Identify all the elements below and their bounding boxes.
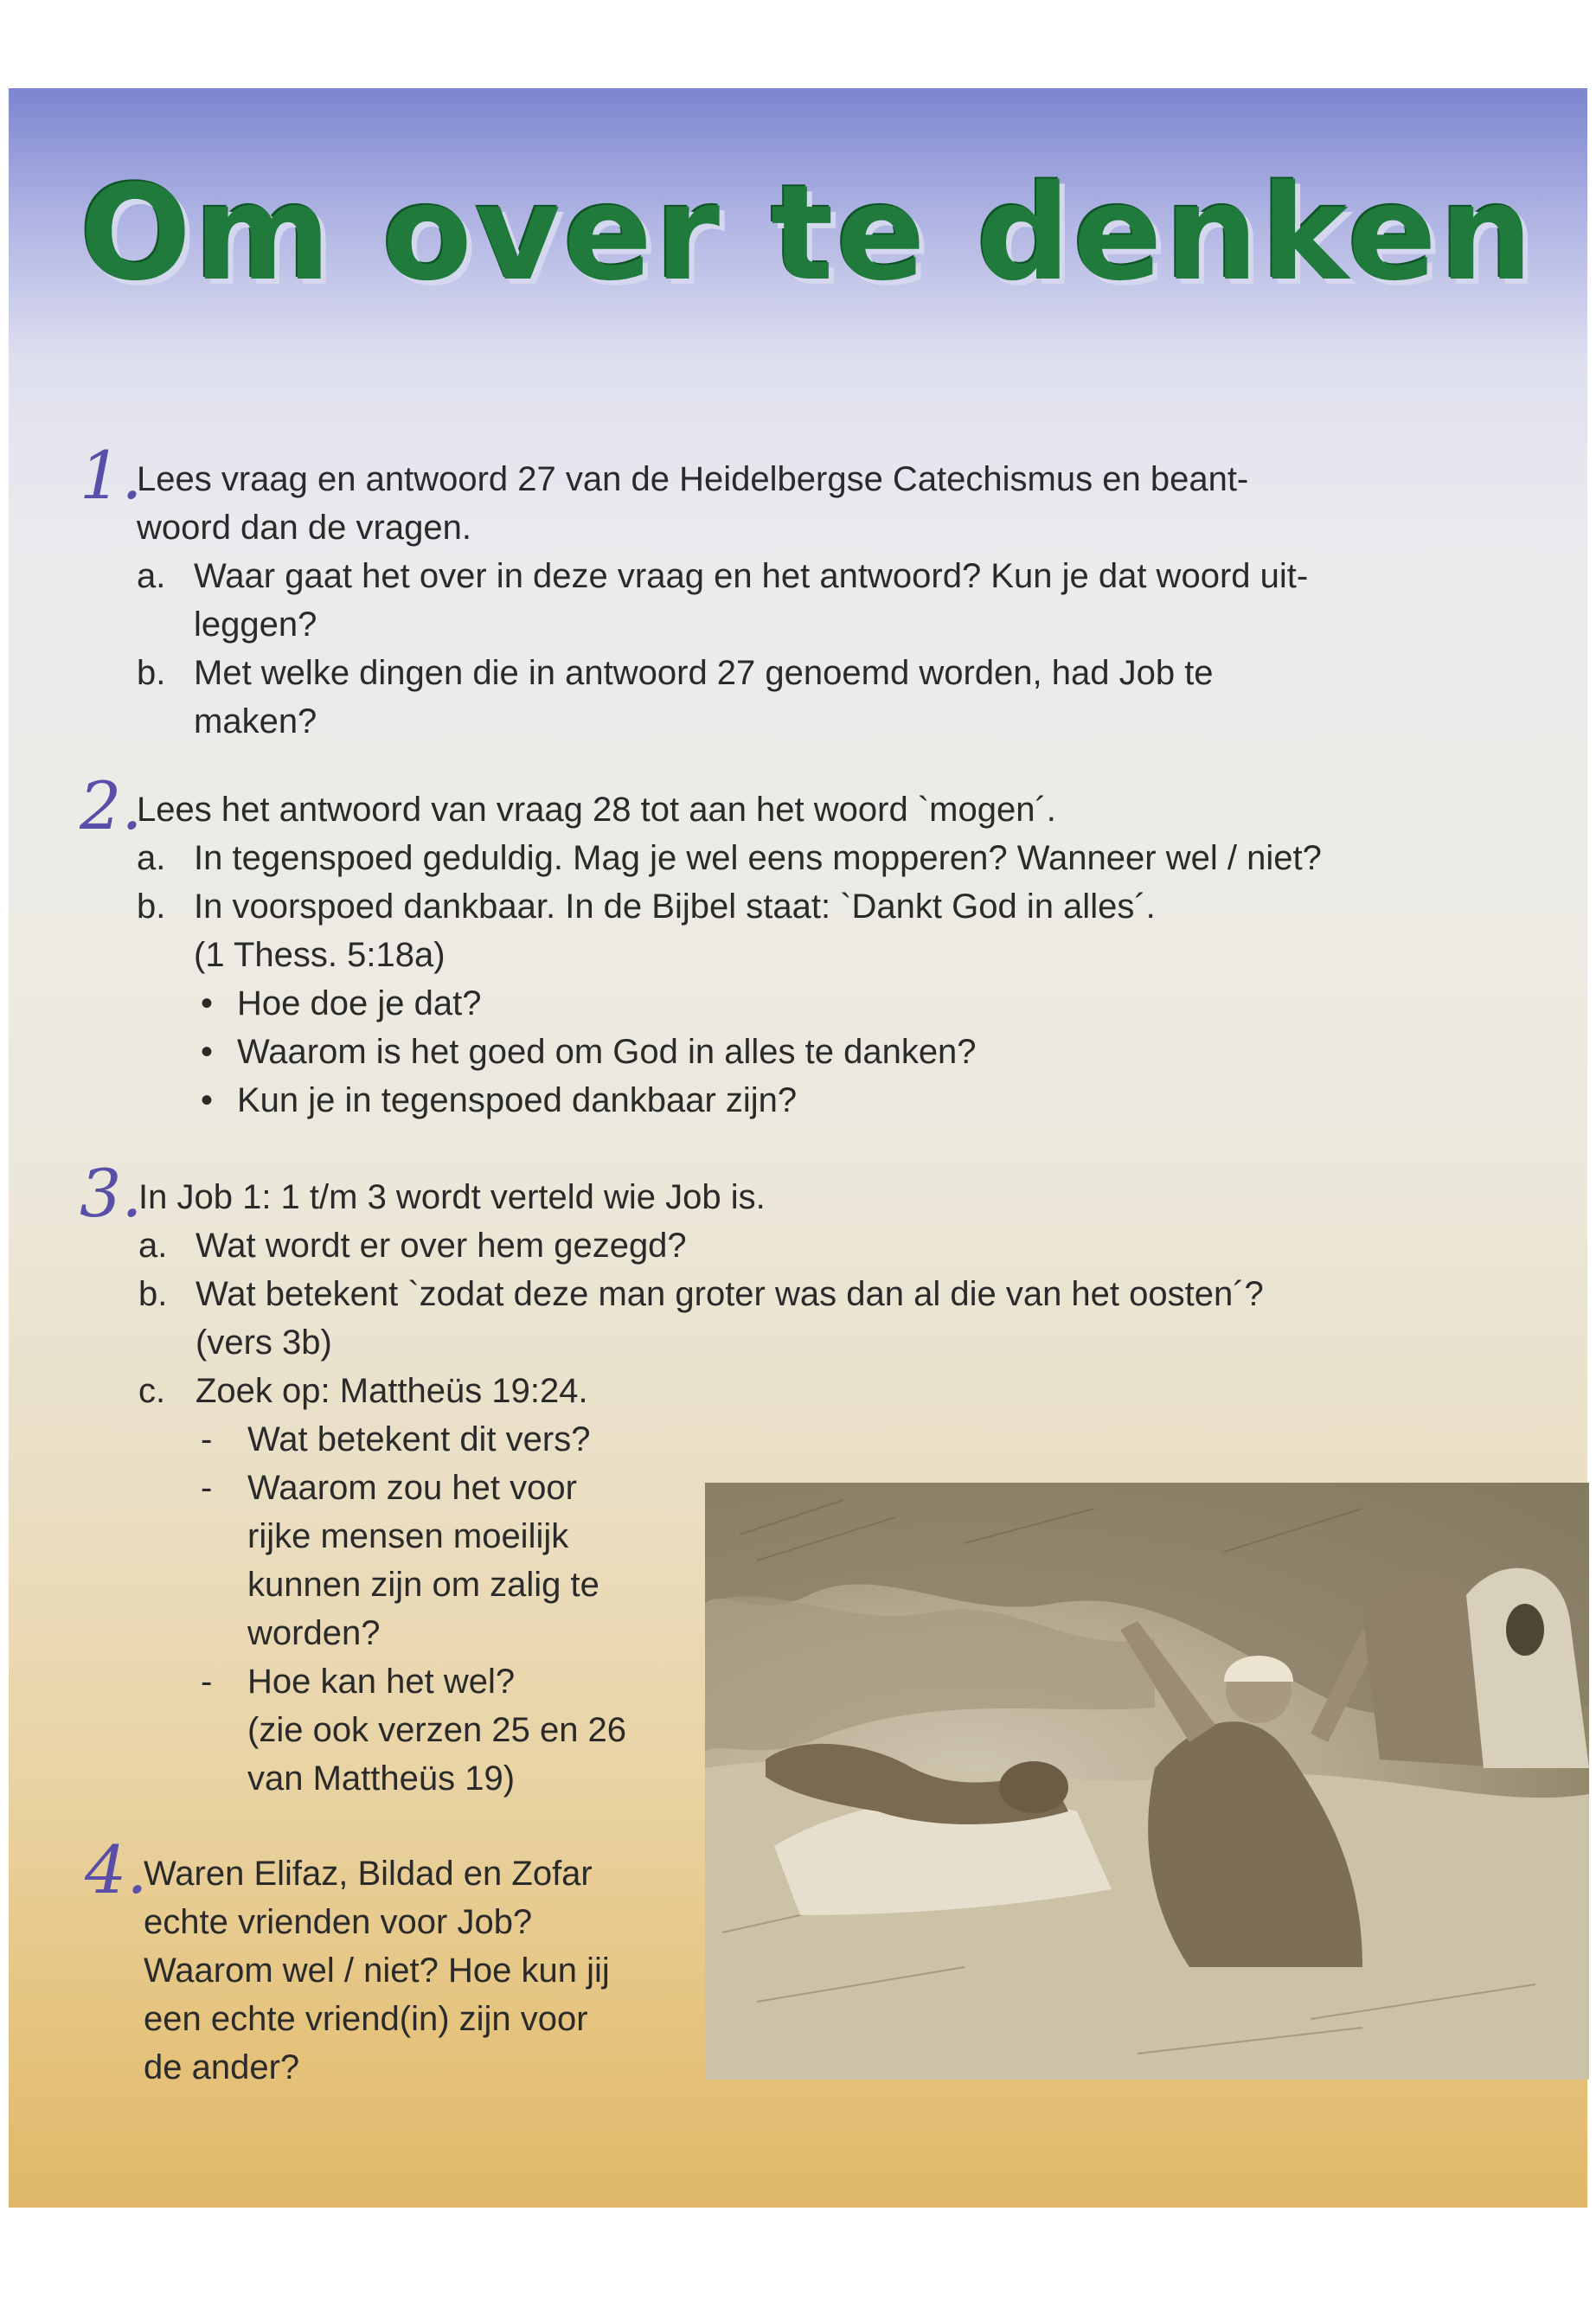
q1-b-line1: Met welke dingen die in antwoord 27 genoemd worden, had Job te	[194, 654, 1214, 692]
q3-dash: -	[201, 1663, 213, 1701]
question-1-number: 1.	[80, 437, 143, 514]
q3-sub-1: Wat betekent dit vers?	[247, 1420, 591, 1458]
q4-line3: Waarom wel / niet? Hoe kun jij	[144, 1952, 610, 1990]
q1-a-label: a.	[137, 557, 166, 595]
q1-a-line1: Waar gaat het over in deze vraag en het antwoord? Kun je dat woord uit-	[194, 557, 1309, 595]
job-illustration	[705, 1483, 1589, 2080]
q2-bullet-3: Kun je in tegenspoed dankbaar zijn?	[237, 1081, 798, 1119]
q2-bullet-mark: •	[201, 1033, 214, 1071]
q2-b-line1: In voorspoed dankbaar. In de Bijbel staat: `Dankt God in alles´.	[194, 888, 1156, 926]
q3-sub-3-line1: Hoe kan het wel?	[247, 1663, 516, 1701]
q2-bullet-mark: •	[201, 984, 214, 1022]
q3-b-line1: Wat betekent `zodat deze man groter was dan al die van het oosten´?	[195, 1275, 1264, 1313]
q4-line4: een echte vriend(in) zijn voor	[144, 2000, 588, 2038]
question-2-number: 2.	[80, 767, 143, 844]
q4-line5: de ander?	[144, 2048, 300, 2086]
q2-bullet-mark: •	[201, 1081, 214, 1119]
q1-b-label: b.	[137, 654, 166, 692]
question-4-number: 4.	[85, 1831, 148, 1908]
q2-bullet-2: Waarom is het goed om God in alles te danken?	[237, 1033, 977, 1071]
q3-sub-3-line3: van Mattheüs 19)	[247, 1759, 516, 1798]
q3-sub-3-line2: (zie ook verzen 25 en 26	[247, 1711, 627, 1749]
q3-dash: -	[201, 1420, 213, 1458]
q2-bullet-1: Hoe doe je dat?	[237, 984, 482, 1022]
q3-c-line1: Zoek op: Mattheüs 19:24.	[195, 1372, 588, 1410]
q3-b-line2: (vers 3b)	[195, 1324, 332, 1362]
q3-a-label: a.	[138, 1227, 168, 1265]
q3-line1: In Job 1: 1 t/m 3 wordt verteld wie Job is.	[138, 1178, 766, 1216]
question-3-number: 3.	[80, 1155, 143, 1232]
q2-b-line2: (1 Thess. 5:18a)	[194, 936, 445, 974]
page-title: Om over te denken	[80, 157, 1536, 310]
q2-line1: Lees het antwoord van vraag 28 tot aan het woord `mogen´.	[137, 791, 1056, 829]
q2-a-label: a.	[137, 839, 166, 877]
page-background	[9, 88, 1587, 2208]
q4-line2: echte vrienden voor Job?	[144, 1903, 533, 1941]
q3-sub-2-line1: Waarom zou het voor	[247, 1469, 577, 1507]
q3-sub-2-line3: kunnen zijn om zalig te	[247, 1566, 599, 1604]
q3-c-label: c.	[138, 1372, 166, 1410]
illustration-svg	[705, 1483, 1589, 2080]
q1-b-line2: maken?	[194, 702, 317, 740]
q4-line1: Waren Elifaz, Bildad en Zofar	[144, 1855, 593, 1893]
q3-b-label: b.	[138, 1275, 168, 1313]
q3-dash: -	[201, 1469, 213, 1507]
q3-sub-2-line4: worden?	[247, 1614, 381, 1652]
q1-a-line2: leggen?	[194, 606, 317, 644]
q2-a-line1: In tegenspoed geduldig. Mag je wel eens mopperen? Wanneer wel / niet?	[194, 839, 1322, 877]
q3-a-line1: Wat wordt er over hem gezegd?	[195, 1227, 687, 1265]
q3-sub-2-line2: rijke mensen moeilijk	[247, 1517, 569, 1555]
q2-b-label: b.	[137, 888, 166, 926]
q1-line1: Lees vraag en antwoord 27 van de Heidelbergse Catechismus en beant-	[137, 460, 1249, 498]
q1-line2: woord dan de vragen.	[137, 509, 471, 547]
